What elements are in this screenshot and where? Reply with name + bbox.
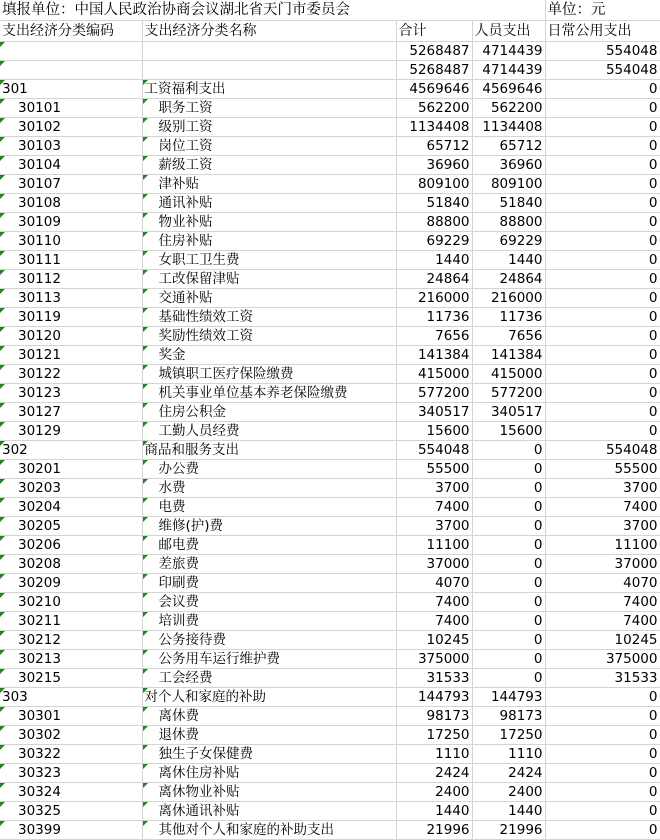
cell-personnel[interactable]: 2424 [472,764,545,783]
table-row [0,327,660,346]
cell-personnel[interactable]: 1110 [472,745,545,764]
cell-name[interactable]: 公务接待费 [142,631,396,650]
table-row [0,251,660,270]
cell-total[interactable]: 4569646 [396,80,472,99]
cell-personnel[interactable]: 1440 [472,802,545,821]
cell-name[interactable]: 离休费 [142,707,396,726]
cell-code[interactable]: 30113 [0,289,142,308]
cell-public[interactable]: 0 [545,308,660,327]
cell-personnel[interactable]: 0 [472,460,545,479]
cell-total[interactable]: 98173 [396,707,472,726]
table-row [0,99,660,118]
cell-name[interactable]: 独生子女保健费 [142,745,396,764]
cell-total[interactable]: 7656 [396,327,472,346]
table-row [0,308,660,327]
header-name[interactable]: 支出经济分类名称 [142,21,396,42]
cell-total[interactable]: 7400 [396,498,472,517]
cell-name[interactable]: 电费 [142,498,396,517]
cell-total[interactable]: 5268487 [396,42,472,61]
cell-name[interactable]: 基础性绩效工资 [142,308,396,327]
cell-name[interactable]: 物业补贴 [142,213,396,232]
table-row [0,422,660,441]
cell-public[interactable]: 0 [545,118,660,137]
cell-personnel[interactable]: 562200 [472,99,545,118]
cell-public[interactable]: 55500 [545,460,660,479]
cell-code[interactable]: 30112 [0,270,142,289]
cell-public[interactable]: 7400 [545,593,660,612]
table-row [0,156,660,175]
header-row [0,21,660,42]
cell-personnel[interactable]: 11736 [472,308,545,327]
cell-code[interactable]: 30301 [0,707,142,726]
cell-public[interactable]: 375000 [545,650,660,669]
unit-label[interactable]: 填报单位：中国人民政治协商会议湖北省天门市委员会 [0,0,545,21]
cell-total[interactable]: 21996 [396,821,472,840]
cell-name[interactable]: 印刷费 [142,574,396,593]
cell-total[interactable]: 2424 [396,764,472,783]
cell-name[interactable]: 薪级工资 [142,156,396,175]
table-row [0,61,660,80]
cell-code[interactable]: 30102 [0,118,142,137]
cell-public[interactable]: 31533 [545,669,660,688]
table-row [0,346,660,365]
cell-code[interactable]: 30123 [0,384,142,403]
cell-public[interactable]: 0 [545,821,660,840]
table-row [0,365,660,384]
cell-personnel[interactable]: 0 [472,498,545,517]
cell-code[interactable]: 30110 [0,232,142,251]
cell-name[interactable]: 住房公积金 [142,403,396,422]
table-row [0,232,660,251]
cell-code[interactable]: 30122 [0,365,142,384]
table-row [0,745,660,764]
cell-public[interactable]: 0 [545,156,660,175]
cell-public[interactable]: 554048 [545,441,660,460]
cell-code[interactable] [0,42,142,61]
table-row [0,403,660,422]
cell-public[interactable]: 0 [545,745,660,764]
table-row [0,764,660,783]
cell-public[interactable]: 37000 [545,555,660,574]
cell-public[interactable]: 0 [545,688,660,707]
cell-code[interactable]: 30111 [0,251,142,270]
cell-total[interactable]: 809100 [396,175,472,194]
cell-total[interactable]: 340517 [396,403,472,422]
table-row [0,289,660,308]
table-row [0,137,660,156]
cell-public[interactable]: 0 [545,327,660,346]
title-row [0,0,660,21]
cell-public[interactable]: 0 [545,80,660,99]
table-row [0,517,660,536]
table-row [0,593,660,612]
cell-name[interactable]: 差旅费 [142,555,396,574]
cell-public[interactable]: 0 [545,422,660,441]
cell-code[interactable]: 30109 [0,213,142,232]
cell-public[interactable]: 0 [545,403,660,422]
cell-total[interactable]: 36960 [396,156,472,175]
cell-name[interactable]: 培训费 [142,612,396,631]
cell-total[interactable]: 562200 [396,99,472,118]
cell-personnel[interactable]: 4714439 [472,42,545,61]
cell-code[interactable]: 30206 [0,536,142,555]
cell-public[interactable]: 10245 [545,631,660,650]
table-row [0,42,660,61]
cell-name[interactable]: 奖金 [142,346,396,365]
cell-code[interactable]: 30213 [0,650,142,669]
cell-personnel[interactable]: 0 [472,441,545,460]
cell-personnel[interactable]: 144793 [472,688,545,707]
cell-personnel[interactable]: 0 [472,669,545,688]
cell-personnel[interactable]: 4569646 [472,80,545,99]
cell-name[interactable]: 水费 [142,479,396,498]
cell-total[interactable]: 1440 [396,802,472,821]
table-row [0,194,660,213]
cell-name[interactable]: 级别工资 [142,118,396,137]
cell-public[interactable]: 0 [545,232,660,251]
table-row [0,118,660,137]
cell-personnel[interactable]: 809100 [472,175,545,194]
cell-total[interactable]: 51840 [396,194,472,213]
cell-total[interactable]: 4070 [396,574,472,593]
cell-public[interactable]: 0 [545,365,660,384]
cell-personnel[interactable]: 0 [472,612,545,631]
cell-public[interactable]: 0 [545,346,660,365]
cell-personnel[interactable]: 7656 [472,327,545,346]
cell-personnel[interactable]: 88800 [472,213,545,232]
table-row [0,631,660,650]
cell-public[interactable]: 0 [545,764,660,783]
table-row [0,441,660,460]
cell-personnel[interactable]: 36960 [472,156,545,175]
cell-code[interactable]: 30108 [0,194,142,213]
header-code[interactable]: 支出经济分类编码 [0,21,142,42]
cell-name[interactable]: 离休通讯补贴 [142,802,396,821]
cell-code[interactable]: 30101 [0,99,142,118]
cell-personnel[interactable]: 340517 [472,403,545,422]
cell-code[interactable]: 30209 [0,574,142,593]
cell-name[interactable]: 通讯补贴 [142,194,396,213]
cell-total[interactable]: 15600 [396,422,472,441]
cell-total[interactable]: 375000 [396,650,472,669]
cell-personnel[interactable]: 65712 [472,137,545,156]
cell-public[interactable]: 0 [545,384,660,403]
cell-name[interactable]: 交通补贴 [142,289,396,308]
cell-code[interactable]: 30127 [0,403,142,422]
cell-total[interactable]: 55500 [396,460,472,479]
cell-personnel[interactable]: 216000 [472,289,545,308]
cell-total[interactable]: 3700 [396,479,472,498]
cell-name[interactable]: 奖励性绩效工资 [142,327,396,346]
cell-name[interactable]: 女职工卫生费 [142,251,396,270]
table-row [0,669,660,688]
cell-total[interactable]: 2400 [396,783,472,802]
table-row [0,479,660,498]
cell-total[interactable]: 577200 [396,384,472,403]
table-row [0,80,660,99]
header-total[interactable]: 合计 [396,21,472,42]
cell-code[interactable]: 30215 [0,669,142,688]
cell-code[interactable]: 30208 [0,555,142,574]
cell-personnel[interactable]: 415000 [472,365,545,384]
cell-name[interactable]: 会议费 [142,593,396,612]
cell-total[interactable]: 1110 [396,745,472,764]
cell-public[interactable]: 3700 [545,479,660,498]
cell-total[interactable]: 37000 [396,555,472,574]
cell-name[interactable]: 机关事业单位基本养老保险缴费 [142,384,396,403]
table-row [0,707,660,726]
cell-total[interactable]: 415000 [396,365,472,384]
cell-name[interactable]: 退休费 [142,726,396,745]
cell-code[interactable]: 30120 [0,327,142,346]
cell-public[interactable]: 0 [545,289,660,308]
cell-total[interactable]: 1134408 [396,118,472,137]
table-row [0,574,660,593]
cell-code[interactable]: 30212 [0,631,142,650]
currency-label[interactable]: 单位：元 [545,0,660,21]
cell-public[interactable]: 7400 [545,612,660,631]
cell-name[interactable]: 工改保留津贴 [142,270,396,289]
cell-personnel[interactable]: 0 [472,479,545,498]
cell-personnel[interactable]: 0 [472,517,545,536]
header-personnel[interactable]: 人员支出 [472,21,545,42]
cell-personnel[interactable]: 0 [472,631,545,650]
cell-total[interactable]: 216000 [396,289,472,308]
cell-personnel[interactable]: 4714439 [472,61,545,80]
cell-public[interactable]: 0 [545,802,660,821]
table-row [0,213,660,232]
cell-public[interactable]: 4070 [545,574,660,593]
cell-personnel[interactable]: 0 [472,593,545,612]
table-row [0,726,660,745]
cell-name[interactable]: 公务用车运行维护费 [142,650,396,669]
cell-total[interactable]: 3700 [396,517,472,536]
cell-code[interactable]: 30119 [0,308,142,327]
cell-personnel[interactable]: 577200 [472,384,545,403]
cell-personnel[interactable]: 98173 [472,707,545,726]
cell-total[interactable]: 24864 [396,270,472,289]
cell-name[interactable]: 对个人和家庭的补助 [142,688,396,707]
cell-personnel[interactable]: 21996 [472,821,545,840]
cell-name[interactable]: 工勤人员经费 [142,422,396,441]
table-row [0,802,660,821]
cell-total[interactable]: 7400 [396,612,472,631]
cell-public[interactable]: 0 [545,251,660,270]
cell-total[interactable]: 554048 [396,441,472,460]
cell-name[interactable]: 离休物业补贴 [142,783,396,802]
cell-public[interactable]: 0 [545,783,660,802]
cell-total[interactable]: 10245 [396,631,472,650]
cell-personnel[interactable]: 24864 [472,270,545,289]
cell-personnel[interactable]: 1440 [472,251,545,270]
cell-public[interactable]: 0 [545,707,660,726]
cell-total[interactable]: 31533 [396,669,472,688]
cell-personnel[interactable]: 0 [472,555,545,574]
table-row [0,783,660,802]
cell-code[interactable]: 30324 [0,783,142,802]
cell-personnel[interactable]: 17250 [472,726,545,745]
cell-public[interactable]: 0 [545,137,660,156]
cell-name[interactable]: 城镇职工医疗保险缴费 [142,365,396,384]
cell-personnel[interactable]: 141384 [472,346,545,365]
cell-personnel[interactable]: 0 [472,650,545,669]
table-row [0,498,660,517]
cell-public[interactable]: 554048 [545,42,660,61]
cell-public[interactable]: 554048 [545,61,660,80]
table-row [0,384,660,403]
cell-code[interactable]: 30211 [0,612,142,631]
cell-code[interactable]: 303 [0,688,142,707]
cell-name[interactable]: 商品和服务支出 [142,441,396,460]
cell-public[interactable]: 11100 [545,536,660,555]
cell-name[interactable]: 工会经费 [142,669,396,688]
cell-personnel[interactable]: 1134408 [472,118,545,137]
table-row [0,460,660,479]
cell-personnel[interactable]: 15600 [472,422,545,441]
cell-code[interactable]: 30322 [0,745,142,764]
cell-personnel[interactable]: 69229 [472,232,545,251]
cell-code[interactable]: 30107 [0,175,142,194]
cell-name[interactable]: 住房补贴 [142,232,396,251]
cell-public[interactable]: 0 [545,99,660,118]
table-row [0,612,660,631]
table-row [0,650,660,669]
cell-code[interactable]: 30129 [0,422,142,441]
cell-name[interactable]: 津补贴 [142,175,396,194]
cell-code[interactable]: 30204 [0,498,142,517]
cell-code[interactable]: 30203 [0,479,142,498]
cell-code[interactable]: 30205 [0,517,142,536]
cell-name[interactable]: 离休住房补贴 [142,764,396,783]
cell-total[interactable]: 11736 [396,308,472,327]
cell-total[interactable]: 69229 [396,232,472,251]
cell-code[interactable] [0,61,142,80]
cell-name[interactable]: 维修(护)费 [142,517,396,536]
cell-name[interactable]: 岗位工资 [142,137,396,156]
header-public[interactable]: 日常公用支出 [545,21,660,42]
table-row [0,555,660,574]
cell-total[interactable]: 7400 [396,593,472,612]
cell-public[interactable]: 0 [545,726,660,745]
cell-code[interactable]: 30323 [0,764,142,783]
cell-name[interactable]: 工资福利支出 [142,80,396,99]
cell-name[interactable]: 办公费 [142,460,396,479]
cell-code[interactable]: 301 [0,80,142,99]
cell-public[interactable]: 0 [545,194,660,213]
cell-public[interactable]: 0 [545,213,660,232]
cell-total[interactable]: 144793 [396,688,472,707]
cell-public[interactable]: 0 [545,175,660,194]
cell-total[interactable]: 65712 [396,137,472,156]
cell-total[interactable]: 17250 [396,726,472,745]
cell-personnel[interactable]: 51840 [472,194,545,213]
cell-code[interactable]: 30399 [0,821,142,840]
cell-total[interactable]: 88800 [396,213,472,232]
cell-name[interactable]: 其他对个人和家庭的补助支出 [142,821,396,840]
cell-name[interactable]: 职务工资 [142,99,396,118]
cell-code[interactable]: 30121 [0,346,142,365]
table-row [0,688,660,707]
cell-name[interactable] [142,61,396,80]
table-row [0,270,660,289]
cell-total[interactable]: 141384 [396,346,472,365]
cell-personnel[interactable]: 0 [472,536,545,555]
cell-code[interactable]: 30104 [0,156,142,175]
cell-name[interactable]: 邮电费 [142,536,396,555]
cell-code[interactable]: 30302 [0,726,142,745]
cell-public[interactable]: 7400 [545,498,660,517]
cell-total[interactable]: 5268487 [396,61,472,80]
cell-code[interactable]: 302 [0,441,142,460]
cell-public[interactable]: 3700 [545,517,660,536]
table-row [0,175,660,194]
table-row [0,536,660,555]
cell-personnel[interactable]: 0 [472,574,545,593]
cell-total[interactable]: 11100 [396,536,472,555]
cell-public[interactable]: 0 [545,270,660,289]
cell-name[interactable] [142,42,396,61]
cell-personnel[interactable]: 2400 [472,783,545,802]
cell-code[interactable]: 30210 [0,593,142,612]
cell-code[interactable]: 30103 [0,137,142,156]
cell-code[interactable]: 30325 [0,802,142,821]
cell-code[interactable]: 30201 [0,460,142,479]
cell-total[interactable]: 1440 [396,251,472,270]
